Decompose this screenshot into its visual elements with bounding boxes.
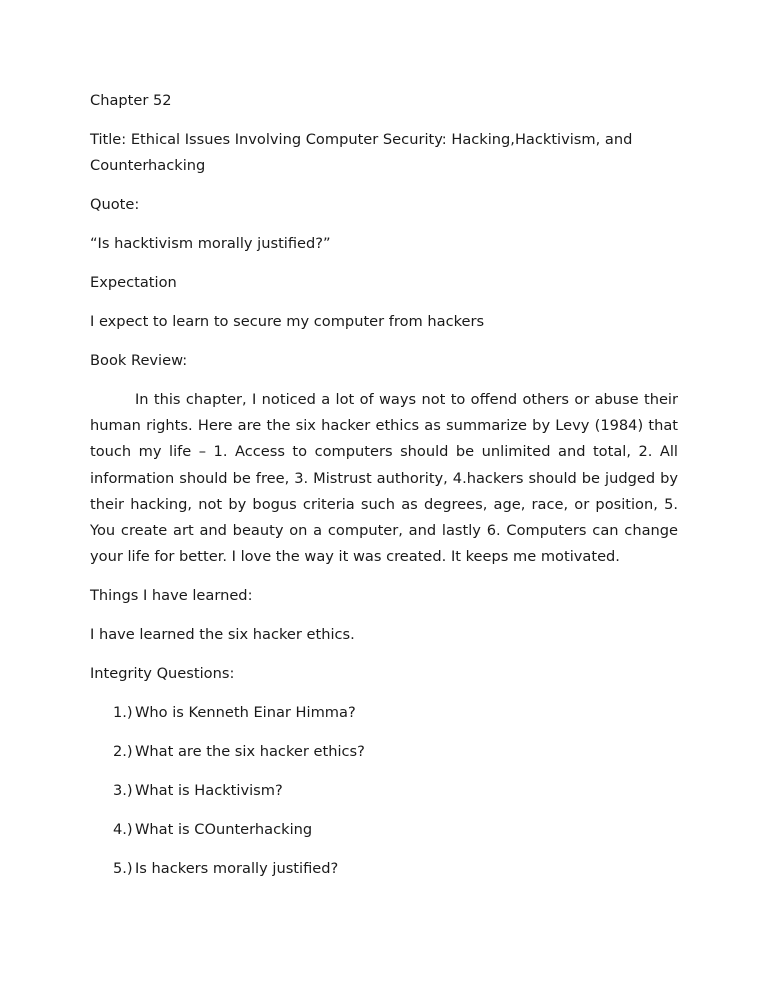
list-item-number: 4.) <box>113 821 133 839</box>
learned-label: Things I have learned: <box>90 587 253 605</box>
list-item-text: Who is Kenneth Einar Himma? <box>135 704 356 722</box>
list-item-text: Is hackers morally justified? <box>135 860 339 878</box>
document-page <box>90 88 678 895</box>
chapter-heading: Chapter 52 <box>90 92 172 109</box>
learned-text: I have learned the six hacker ethics. <box>90 626 355 644</box>
list-item <box>90 778 678 804</box>
integrity-questions-label: Integrity Questions: <box>90 665 235 683</box>
quote-text: “Is hacktivism morally justified?” <box>90 235 331 252</box>
list-item <box>90 739 678 765</box>
list-item-number: 1.) <box>113 704 133 722</box>
expectation-label: Expectation <box>90 274 177 291</box>
book-review-label: Book Review: <box>90 352 188 369</box>
list-item-number: 2.) <box>113 743 133 761</box>
list-item-number: 3.) <box>113 782 133 800</box>
quote-label: Quote: <box>90 196 140 213</box>
integrity-questions-list <box>90 700 678 882</box>
list-item <box>90 817 678 843</box>
list-item <box>90 700 678 726</box>
expectation-text: I expect to learn to secure my computer from hackers <box>90 313 485 330</box>
chapter-title: Title: Ethical Issues Involving Computer Security: Hacking,Hacktivism, and Counterhacking <box>90 131 633 174</box>
list-item-text: What is Hacktivism? <box>135 782 283 800</box>
book-review-body: In this chapter, I noticed a lot of ways not to offend others or abuse their human rights. Here are the six hacker ethics as summarize by Levy (1984) that touch my life – 1. Access to computers should be unlimited and total, 2. All information should be free, 3. Mistrust authority, 4.hackers should be judged by their hacking, not by bogus criteria such as degrees, age, race, or position, 5. You create art and beauty on a computer, and lastly 6. Computers can change your life for better. I love the way it was created. It keeps me motivated. <box>90 391 678 566</box>
list-item-text: What is COunterhacking <box>135 821 313 839</box>
list-item-text: What are the six hacker ethics? <box>135 743 365 761</box>
list-item <box>90 856 678 882</box>
list-item-number: 5.) <box>113 860 133 878</box>
